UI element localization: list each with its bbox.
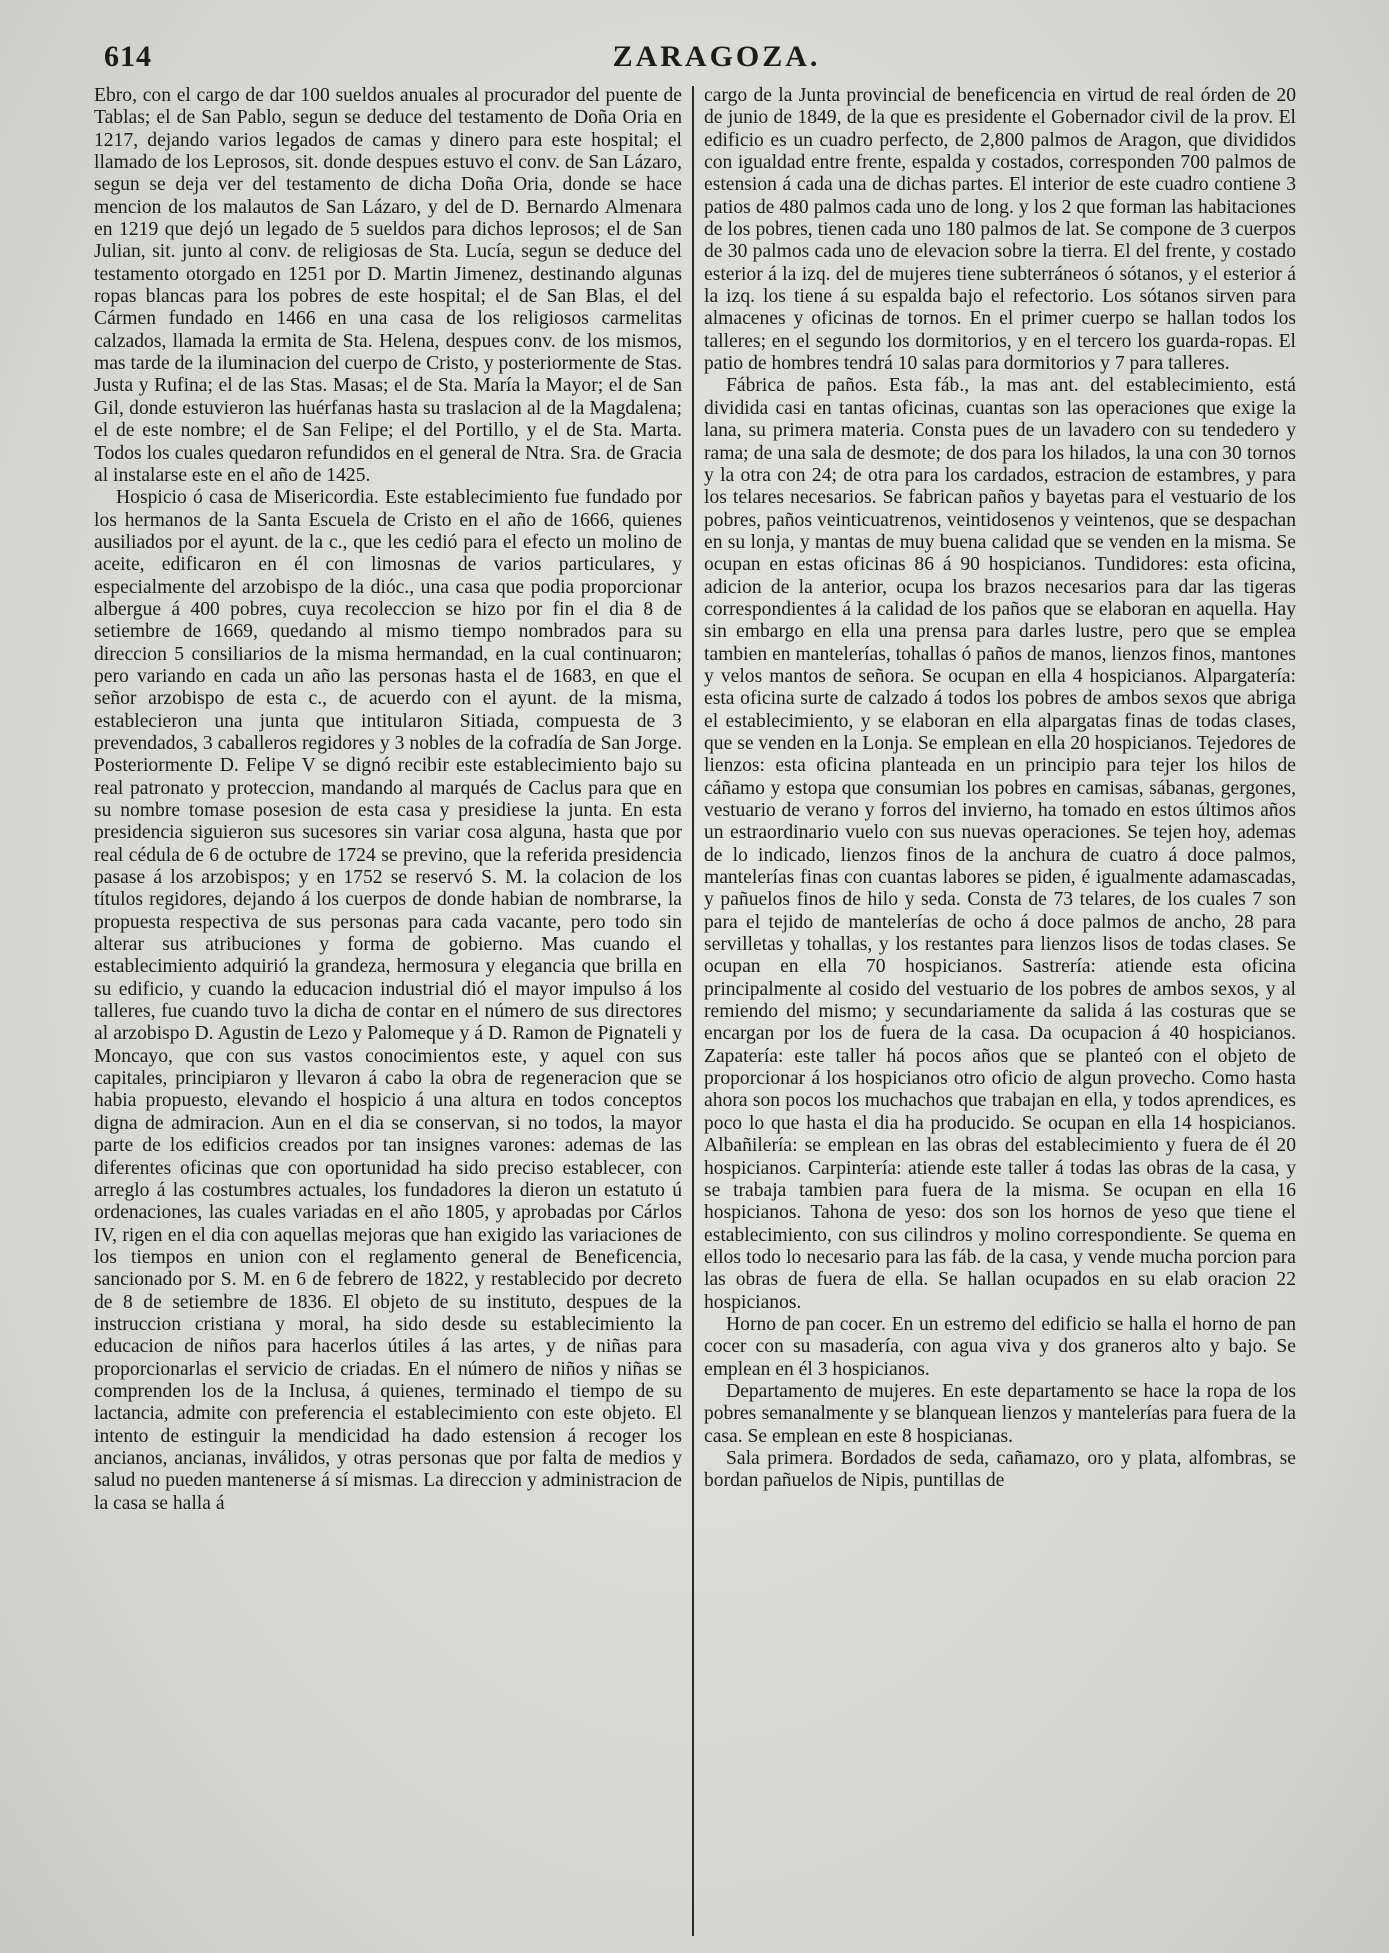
left-paragraph-2: Hospicio ó casa de Misericordia. Este establecimiento fue fundado por los hermanos de la Santa Escuela de Cristo en el año de 1666, quienes ausiliados por el ayunt. de la c., que les cedió para el efecto un molino de aceite, edificaron en él con limosnas de varios particulares, y especialmente del arzobispo de la dióc., una casa que podia proporcionar albergue á 400 pobres, cuya recoleccion se hizo por fin el dia 8 de setiembre de 1669, quedando al mismo tiempo nombrados para su direccion 5 consiliarios de la misma hermandad, en la cual continuaron; pero variando en cada un año las personas hasta el de 1683, en que el señor arzobispo de esta c., de acuerdo con el ayunt. de la misma, establecieron una junta que intitularon Sitiada, compuesta de 3 prevendados, 3 caballeros regidores y 3 nobles de la cofradía de San Jorge. Posteriormente D. Felipe V se dignó recibir este establecimiento bajo su real patronato y proteccion, mandando al marqués de Caclus para que en su nombre tomase posesion de esta casa y presidiese la junta. En esta presidencia siguieron sus sucesores sin variar cosa alguna, hasta que por real cédula de 6 de octubre de 1724 se previno, que la referida presidencia pasase á los arzobispos; y en 1752 se reservó S. M. la colacion de los títulos regidores, dejando á los cuerpos de donde habian de nombrarse, la propuesta respectiva de sus personas para cada vacante, pero todo sin alterar sus atribuciones y forma de gobierno. Mas cuando el establecimiento adquirió la grandeza, hermosura y elegancia que brilla en su edificio, y cuando la educacion industrial dió el mayor impulso á los talleres, fue cuando tuvo la dicha de contar en el número de sus directores al arzobispo D. Agustin de Lezo y Palomeque y á D. Ramon de Pignateli y Moncayo, que con sus vastos conocimientos este, y aquel con sus capitales, principiaron y llevaron á cabo la obra de regeneracion que se habia propuesto, elevando el hospicio á una altura en todos conceptos digna de admiracion. Aun en el dia se conservan, si no todos, la mayor parte de los edificios creados por tan insignes varones: ademas de las diferentes oficinas que con oportunidad ha sido preciso establecer, con arreglo á las costumbres actuales, los fundadores la dieron un estatuto ú ordenaciones, las cuales variadas en el año 1805, y aprobadas por Cárlos IV, rigen en el dia con aquellas mejoras que han exigido las variaciones de los tiempos en union con el reglamento general de Beneficencia, sancionado por S. M. en 6 de febrero de 1822, y restablecido por decreto de 8 de setiembre de 1836. El objeto de su instituto, despues de la instruccion cristiana y moral, ha sido desde su establecimiento la educacion de niños para hacerlos útiles á las artes, y de niñas para proporcionarlas el servicio de criadas. En el número de niños y niñas se comprenden los de la Inclusa, á quienes, terminado el tiempo de su lactancia, admite con preferencia el establecimiento con este objeto. El intento de estinguir la mendicidad ha dado estension á recoger los ancianos, ancianas, inválidos, y otras personas que por falta de medios y salud no pueden mantenerse á sí mismas. La direccion y administracion de la casa se halla á xyxy=(94,487,682,1514)
left-column xyxy=(94,85,682,1940)
right-paragraph-5: Sala primera. Bordados de seda, cañamazo, oro y plata, alfombras, se bordan pañuelos de Nipis, puntillas de xyxy=(704,1447,1296,1492)
right-paragraph-2: Fábrica de paños. Esta fáb., la mas ant. del establecimiento, está dividida casi en tantas oficinas, cuantas son las operaciones que exige la lana, su primera materia. Consta pues de un lavadero con su tendedero y rama; de una sala de desmote; de dos para los hilados, la una con 30 tornos y la otra con 24; de otra para los cardados, estracion de estambres, y para los telares necesarios. Se fabrican paños y bayetas para el vestuario de los pobres, paños veinticuatrenos, veintidosenos y veintenos, que se despachan en su lonja, y mantas de muy buena calidad que se venden en la misma. Se ocupan en estas oficinas 86 á 90 hospicianos. Tundidores: esta oficina, adicion de la anterior, ocupa los brazos necesarios para dar las tigeras correspondientes á la calidad de los paños que se elaboran en aquella. Hay sin embargo en ella una prensa para darles lustre, pero que se emplea tambien en mantelerías, tohallas ó paños de manos, lienzos finos, mantones y velos mantos de señora. Se ocupan en ella 4 hospicianos. Alpargatería: esta oficina surte de calzado á todos los pobres de ambos sexos que abriga el establecimiento, y se elaboran en ella alpargatas finas de todas clases, que se venden en la Lonja. Se emplean en ella 20 hospicianos. Tejedores de lienzos: esta oficina planteada en un principio para tejer los hilos de cáñamo y estopa que consumian los pobres en camisas, sábanas, gergones, vestuario de verano y forros del invierno, ha tomado en estos últimos años un estraordinario vuelo con sus nuevas operaciones. Se tejen hoy, ademas de lo indicado, lienzos finos de la anchura de cuatro á doce palmos, mantelerías finas con cuantas labores se piden, é igualmente adamascadas, y pañuelos finos de hilo y seda. Consta de 73 telares, de los cuales 7 son para el tejido de mantelerías de ocho á doce palmos de ancho, 28 para servilletas y tohallas, y los restantes para lienzos lisos de todas clases. Se ocupan en ella 70 hospicianos. Sastrería: atiende esta oficina principalmente al cosido del vestuario de los pobres de ambos sexos, y al remiendo del mismo; y secundariamente da salida á las costuras que se encargan por los de fuera de la casa. Da ocupacion á 40 hospicianos. Zapatería: este taller há pocos años que se planteó con el objeto de proporcionar á los hospicianos otro oficio de algun provecho. Como hasta ahora son pocos los muchachos que trabajan en ella, y todos aprendices, es poco lo que hasta el dia ha producido. Se ocupan en ella 14 hospicianos. Albañilería: se emplean en las obras del establecimiento y fuera de él 20 hospicianos. Carpintería: atiende este taller á todas las obras de la casa, y se trabaja tambien para fuera de la misma. Se ocupan en ella 16 hospicianos. Tahona de yeso: dos son los hornos de yeso que tiene el establecimiento, con sus cilindros y molino correspondiente. Se quema en ellos todo lo necesario para las fáb. de la casa, y vende mucha porcion para las obras de fuera de ella. Se hallan ocupados en su elab oracion 22 hospicianos. xyxy=(704,375,1296,1313)
page-number: 614 xyxy=(104,40,152,73)
right-column xyxy=(704,85,1296,1940)
right-paragraph-4: Departamento de mujeres. En este departamento se hace la ropa de los pobres semanalmente y se blanquean lienzos y mantelerías para fuera de la casa. Se emplean en este 8 hospicianas. xyxy=(704,1380,1296,1447)
running-title: ZARAGOZA. xyxy=(612,40,821,73)
right-paragraph-1: cargo de la Junta provincial de beneficencia en virtud de real órden de 20 de junio de 1849, de la que es presidente el Gobernador civil de la prov. El edificio es un cuadro perfecto, de 2,800 palmos de Aragon, que divididos con igualdad entre frente, espalda y costados, corresponden 700 palmos de estension á cada una de dichas partes. El interior de este cuadro contiene 3 patios de 480 palmos cada uno de long. y los 2 que forman las habitaciones de los pobres, tienen cada uno 180 palmos de lat. Se compone de 3 cuerpos de 30 palmos cada uno de elevacion sobre la tierra. El del frente, y costado esterior á la izq. del de mujeres tiene subterráneos ó sótanos, y el esterior á la izq. los tiene á su espalda bajo el refectorio. Los sótanos sirven para almacenes y oficinas de tornos. En el primer cuerpo se hallan todos los talleres; en el segundo los dormitorios, y en el tercero los guarda-ropas. El patio de hombres tendrá 10 salas para dormitorios y 7 para talleres. xyxy=(704,85,1296,375)
column-divider xyxy=(692,86,694,1936)
page-header xyxy=(104,40,1289,82)
right-paragraph-3: Horno de pan cocer. En un estremo del edificio se halla el horno de pan cocer con su masadería, con agua viva y dos graneros alto y bajo. Se emplean en él 3 hospicianos. xyxy=(704,1313,1296,1380)
left-paragraph-1: Ebro, con el cargo de dar 100 sueldos anuales al procurador del puente de Tablas; el de San Pablo, segun se deduce del testamento de Doña Oria en 1217, dejando varios legados de camas y dinero para este hospital; el llamado de los Leprosos, sit. donde despues estuvo el conv. de San Lázaro, segun se deja ver del testamento de dicha Doña Oria, donde se hace mencion de los malautos de San Lázaro, y del de D. Bernardo Almenara en 1219 que dejó un legado de 5 sueldos para dichos leprosos; el de San Julian, sit. junto al conv. de religiosas de Sta. Lucía, segun se deduce del testamento otorgado en 1251 por D. Martin Jimenez, destinando algunas ropas blancas para los pobres de este hospital; el de San Blas, el del Cármen fundado en 1466 en una casa de los religiosos carmelitas calzados, llamada la ermita de Sta. Helena, despues conv. de los mismos, mas tarde de la iluminacion del cuerpo de Cristo, y posteriormente de Stas. Justa y Rufina; el de las Stas. Masas; el de Sta. María la Mayor; el de San Gil, donde estuvieron las huérfanas hasta su traslacion al de la Magdalena; el de este nombre; el de San Felipe; el del Portillo, y el de Sta. Marta. Todos los cuales quedaron refundidos en el general de Ntra. Sra. de Gracia al instalarse este en el año de 1425. xyxy=(94,85,682,486)
